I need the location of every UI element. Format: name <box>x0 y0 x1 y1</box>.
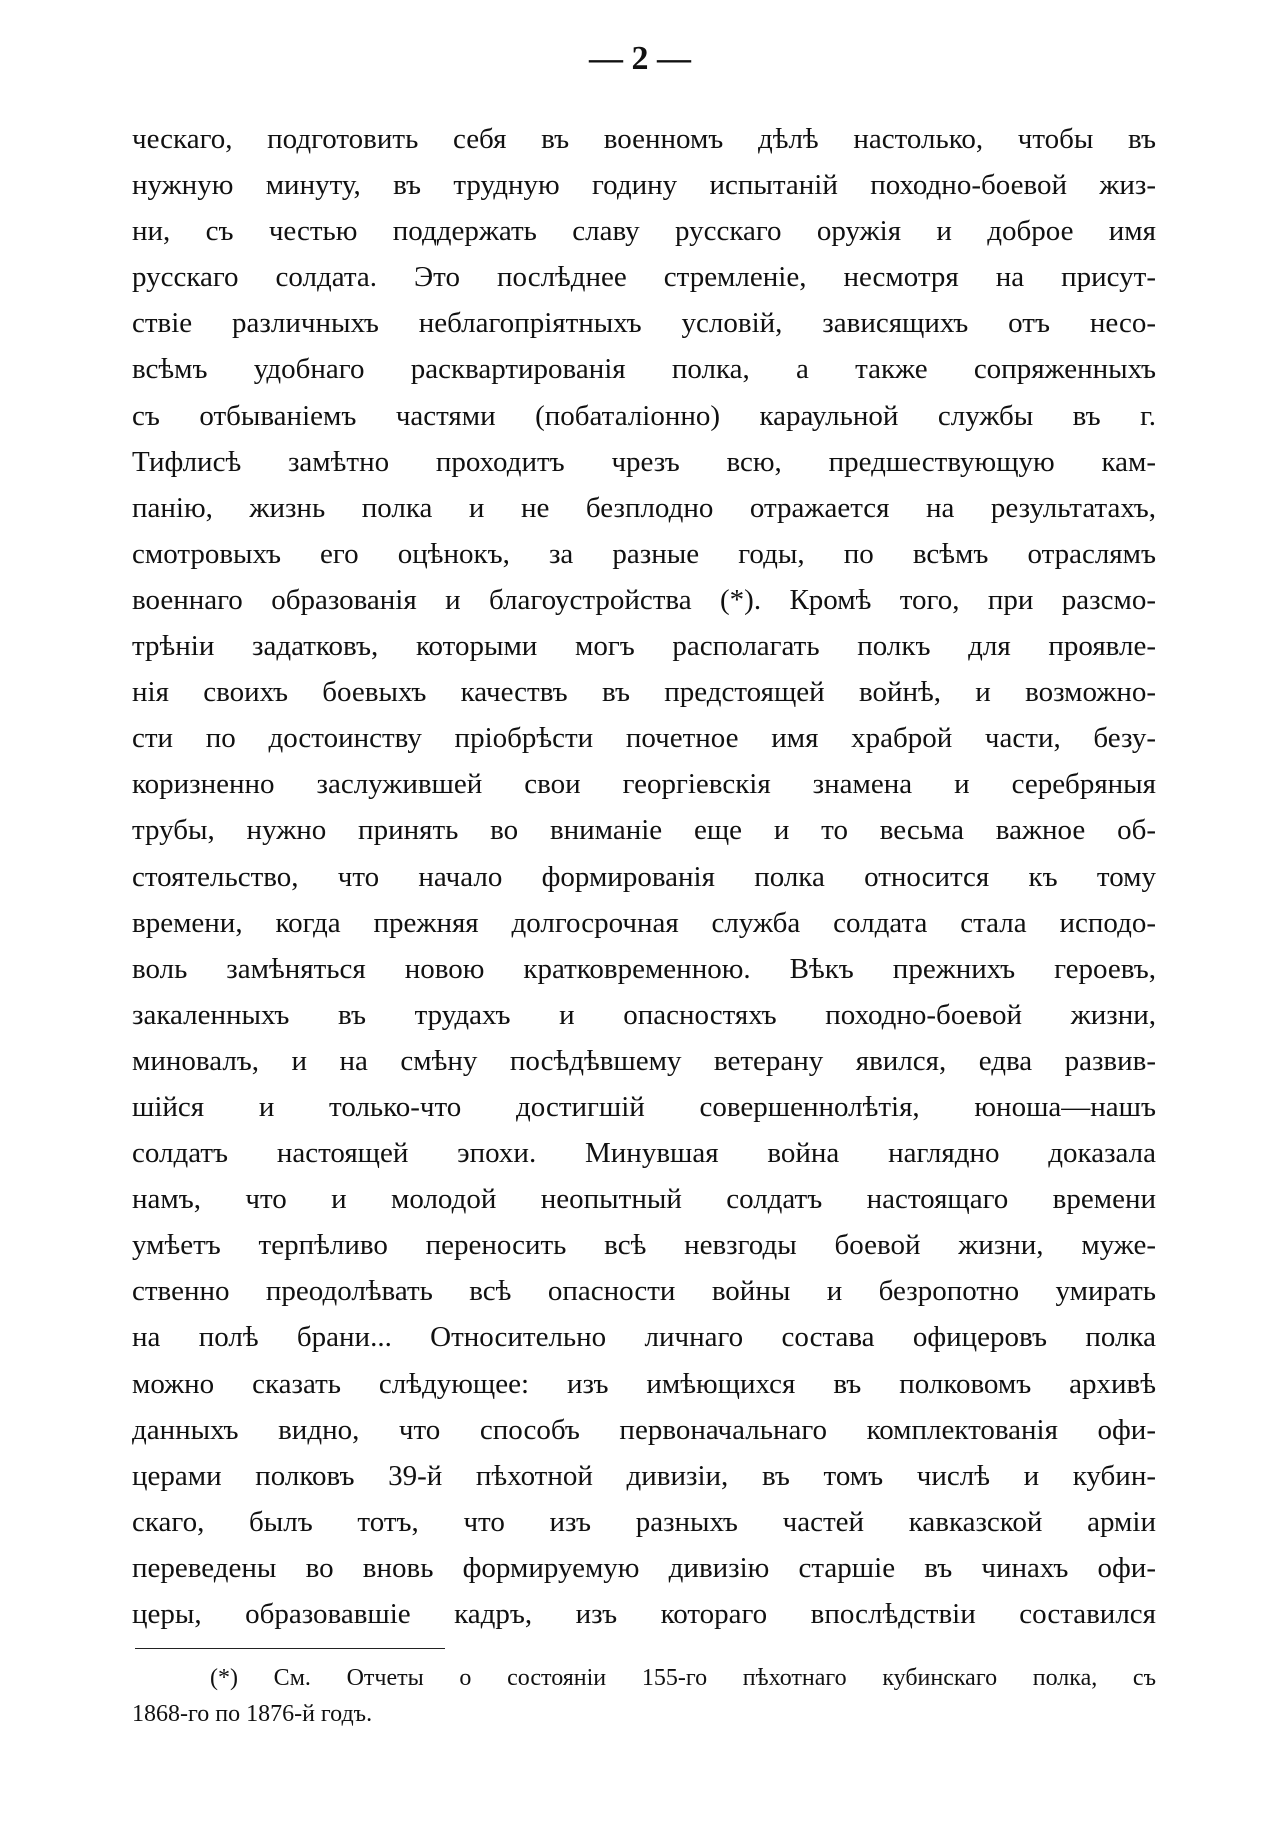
text-line: церами полковъ 39-й пѣхотной дивизіи, въ томъ числѣ и кубин- <box>132 1459 1156 1492</box>
text-line: панію, жизнь полка и не безплодно отражается на результатахъ, <box>132 491 1156 524</box>
text-line: сти по достоинству пріобрѣсти почетное имя храброй части, безу- <box>132 722 1156 755</box>
text-line: миновалъ, и на смѣну посѣдѣвшему ветерану явился, едва развив- <box>132 1044 1156 1077</box>
text-line: трѣніи задатковъ, которыми могъ располагать полкъ для проявле- <box>132 630 1156 663</box>
text-line: можно сказать слѣдующее: изъ имѣющихся въ полковомъ архивѣ <box>132 1367 1156 1400</box>
text-line: умѣетъ терпѣливо переносить всѣ невзгоды боевой жизни, муже- <box>132 1229 1156 1262</box>
text-line: скаго, былъ тотъ, что изъ разныхъ частей кавказской арміи <box>132 1505 1156 1538</box>
text-line: нужную минуту, въ трудную годину испытаній походно-боевой жиз- <box>132 169 1156 202</box>
text-line: церы, образовавшіе кадръ, изъ котораго впослѣдствіи составился <box>132 1598 1156 1630</box>
text-line: трубы, нужно принять во вниманіе еще и то весьма важное об- <box>132 814 1156 847</box>
text-line: намъ, что и молодой неопытный солдатъ настоящаго времени <box>132 1183 1156 1216</box>
footnote-line: (*) См. Отчеты о состояніи 155-го пѣхотнаго кубинскаго полка, съ <box>210 1665 1156 1691</box>
text-line: нія своихъ боевыхъ качествъ въ предстоящей войнѣ, и возможно- <box>132 676 1156 709</box>
footnote-line: 1868-го по 1876-й годъ. <box>132 1701 373 1727</box>
text-line: Тифлисѣ замѣтно проходитъ чрезъ всю, предшествующую кам- <box>132 445 1156 478</box>
text-line: русскаго солдата. Это послѣднее стремленіе, несмотря на присут- <box>132 261 1156 294</box>
text-line: переведены во вновь формируемую дивизію старшіе въ чинахъ офи- <box>132 1551 1156 1584</box>
text-line: воль замѣняться новою кратковременною. Вѣкъ прежнихъ героевъ, <box>132 952 1156 985</box>
text-line: ственно преодолѣвать всѣ опасности войны и безропотно умирать <box>132 1275 1156 1308</box>
page-number: — 2 — <box>589 40 691 77</box>
text-line: военнаго образованія и благоустройства (*). Кромѣ того, при разсмо- <box>132 583 1156 616</box>
text-line: ствіе различныхъ неблагопріятныхъ условій, зависящихъ отъ несо- <box>132 307 1156 340</box>
text-line: ческаго, подготовить себя въ военномъ дѣлѣ настолько, чтобы въ <box>132 123 1156 155</box>
text-line: времени, когда прежняя долгосрочная служба солдата стала исподо- <box>132 906 1156 939</box>
text-line: шійся и только-что достигшій совершеннолѣтія, юноша—нашъ <box>132 1090 1156 1123</box>
text-line: данныхъ видно, что способъ первоначальнаго комплектованія офи- <box>132 1413 1156 1446</box>
text-line: всѣмъ удобнаго расквартированія полка, а также сопряженныхъ <box>132 353 1156 386</box>
text-line: съ отбываніемъ частями (побаталіонно) караульной службы въ г. <box>132 399 1156 432</box>
text-line: ни, съ честью поддержать славу русскаго оружія и доброе имя <box>132 215 1156 248</box>
text-line: смотровыхъ его оцѣнокъ, за разные годы, по всѣмъ отраслямъ <box>132 537 1156 570</box>
text-line: солдатъ настоящей эпохи. Минувшая война наглядно доказала <box>132 1137 1156 1170</box>
text-line: коризненно заслужившей свои георгіевскія знамена и серебряныя <box>132 768 1156 801</box>
text-line: закаленныхъ въ трудахъ и опасностяхъ походно-боевой жизни, <box>132 998 1156 1031</box>
body-text <box>132 116 1156 1637</box>
footnote-divider <box>135 1648 445 1649</box>
text-line: стоятельство, что начало формированія полка относится къ тому <box>132 860 1156 893</box>
footnote <box>132 1660 1156 1732</box>
text-line: на полѣ брани... Относительно личнаго состава офицеровъ полка <box>132 1321 1156 1354</box>
